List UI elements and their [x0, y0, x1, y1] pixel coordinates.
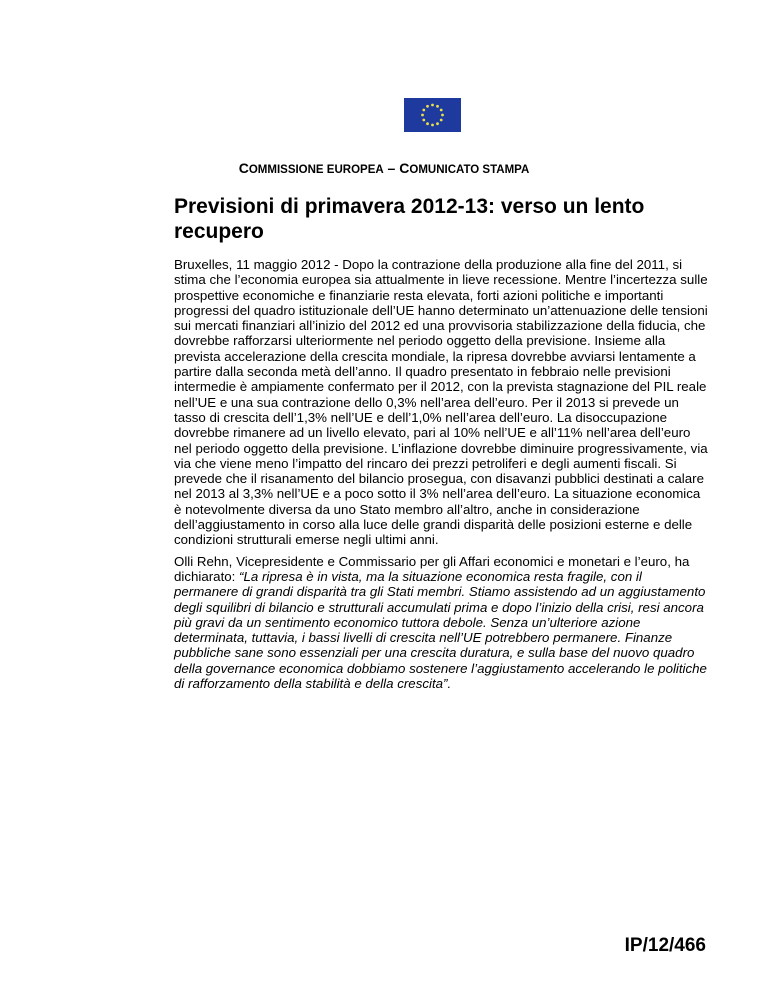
paragraph-intro: Bruxelles, 11 maggio 2012 - Dopo la contrazione della produzione alla fine del 2011, si stima che l’economia europea sia attualmente in lieve recessione. Mentre l’incertezza sulle prospettive economiche e finanziarie resta elevata, forti azioni politiche e importanti progressi del quadro istituzionale dell’UE hanno determinato un’attenuazione delle tensioni sui mercati finanziari all’inizio del 2012 ed una provvisoria stabilizzazione della fiducia, che dovrebbe rafforzarsi ulteriormente nel periodo oggetto della previsione. Insieme alla prevista accelerazione della crescita mondiale, la ripresa dovrebbe avviarsi lentamente a partire dalla seconda metà dell’anno. Il quadro presentato in febbraio nelle previsioni intermedie è ampiamente confermato per il 2012, con la prevista stagnazione del PIL reale nell’UE e una sua contrazione dello 0,3% nell’area dell’euro. Per il 2013 si prevede un tasso di crescita dell’1,3% nell’UE e dell’1,0% nell’area dell’euro. La disoccupazione dovrebbe rimanere ad un livello elevato, pari al 10% nell’UE e all’11% nell’area dell’euro nel periodo oggetto della previsione. L’inflazione dovrebbe diminuire progressivamente, via via che viene meno l’impatto del rincaro dei prezzi petroliferi e degli aumenti fiscali. Si prevede che il risanamento del bilancio prosegua, con disavanzi pubblici destinati a calare nel 2013 al 3,3% nell’UE e a poco sotto il 3% nell’area dell’euro. La situazione economica è notevolmente diversa da uno Stato membro all’altro, anche in considerazione dell’aggiustamento in corso alla luce delle grandi disparità delle posizioni esterne e delle condizioni strutturali emerse negli ultimi anni. — [174, 257, 708, 548]
header-initial: C — [399, 160, 410, 176]
document-header — [0, 160, 768, 176]
page-title: Previsioni di primavera 2012-13: verso un lento recupero — [174, 195, 645, 243]
statement-intro: Olli Rehn, Vicepresidente e Commissario per gli Affari economici e monetari e l’euro, ha dichiarato: — [174, 553, 690, 584]
press-release-reference: IP/12/466 — [624, 935, 706, 956]
header-doc-type: OMUNICATO STAMPA — [409, 164, 530, 176]
document-body — [174, 257, 709, 697]
paragraph-statement — [174, 554, 709, 692]
header-initial: C — [238, 160, 249, 176]
eu-flag-icon — [404, 98, 461, 132]
statement-quote: “La ripresa è in vista, ma la situazione economica resta fragile, con il permanere di grandi disparità tra gli Stati membri. Stiamo assistendo ad un aggiustamento degli squilibri di bilancio e strutturali accumulati prima e dopo l’inizio della crisi, resi ancora più gravi da un sentimento economico tuttora debole. Senza un’ulteriore azione determinata, tuttavia, i bassi livelli di crescita nell’UE potrebbero permanere. Finanze pubbliche sane sono essenziali per una crescita duratura, e sulla base del nuovo quadro della governance economica dobbiamo sostenere l’aggiustamento accelerando le politiche di rafforzamento della stabilità e della crescita”. — [174, 568, 707, 692]
eu-stars-icon — [404, 98, 461, 132]
header-org: OMMISSIONE EUROPEA — [248, 164, 384, 176]
header-separator: – — [383, 160, 400, 176]
